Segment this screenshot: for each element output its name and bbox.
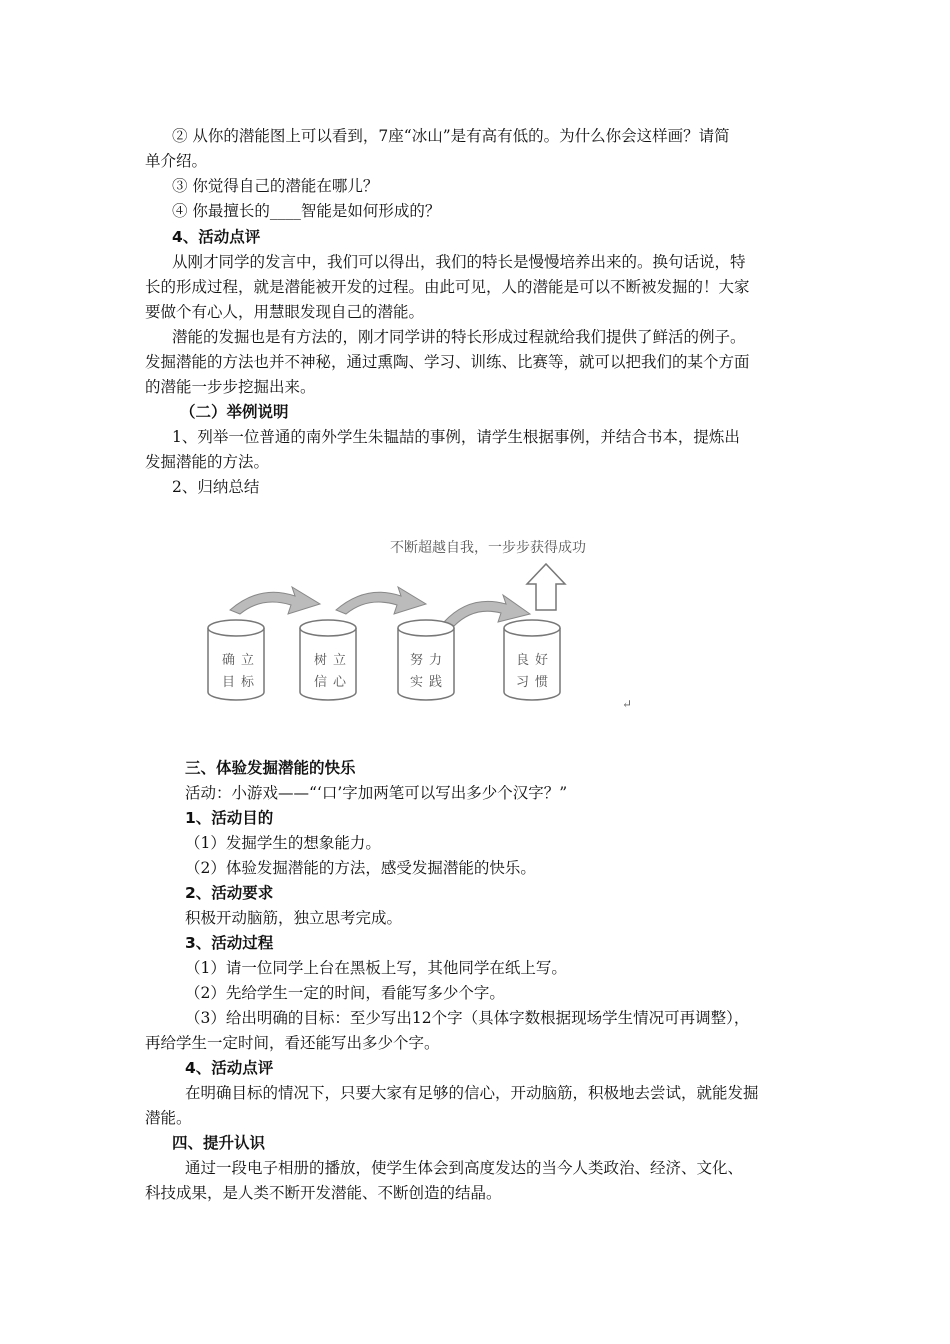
cylinder-step-3 <box>398 620 454 700</box>
goal-1: （1）发掘学生的想象能力。 <box>185 834 381 852</box>
cylinder-step-2 <box>300 620 356 700</box>
heading-section-4: 四、提升认识 <box>172 1134 266 1152</box>
step-1-top: 确立 <box>222 653 261 668</box>
goal-2: （2）体验发掘潜能的方法，感受发掘潜能的快乐。 <box>185 859 536 877</box>
process-3-line2: 再给学生一定时间，看还能写出多少个字。 <box>145 1034 440 1052</box>
cylinder-step-4 <box>504 620 560 700</box>
heading-section-3: 三、体验发掘潜能的快乐 <box>185 759 356 777</box>
heading-activity-process: 3、活动过程 <box>185 934 274 952</box>
question-3: ③ 你觉得自己的潜能在哪儿？ <box>172 177 379 195</box>
example-1-line2: 发掘潜能的方法。 <box>145 453 270 471</box>
activity-line: 活动：小游戏——“‘口’字加两笔可以写出多少个汉字？” <box>185 784 568 802</box>
requirement: 积极开动脑筋，独立思考完成。 <box>185 909 403 927</box>
up-arrow-icon <box>527 564 565 610</box>
review-paragraph-2-line2: 发掘潜能的方法也并不神秘，通过熏陶、学习、训练、比赛等，就可以把我们的某个方面 <box>145 353 750 371</box>
curved-arrow-icon-1 <box>230 587 320 614</box>
return-mark: ↵ <box>622 697 633 711</box>
process-3-line1: （3）给出明确的目标：至少写出12个字（具体字数根据现场学生情况可再调整）， <box>185 1009 750 1027</box>
process-2: （2）先给学生一定的时间，看能写多少个字。 <box>185 984 505 1002</box>
review-2-line2: 潜能。 <box>145 1109 192 1127</box>
review-paragraph-1-line3: 要做个有心人，用慧眼发现自己的潜能。 <box>145 303 425 321</box>
curved-arrow-icon-2 <box>336 587 426 614</box>
step-2-top: 树立 <box>314 653 353 668</box>
question-2-line2: 单介绍。 <box>145 152 208 170</box>
heading-activity-review-1: 4、活动点评 <box>172 228 261 246</box>
review-paragraph-1-line1: 从刚才同学的发言中，我们可以得出，我们的特长是慢慢培养出来的。换句话说，特 <box>172 253 746 271</box>
review-2-line1: 在明确目标的情况下，只要大家有足够的信心，开动脑筋，积极地去尝试，就能发掘 <box>185 1084 759 1102</box>
step-3-top: 努力 <box>410 653 449 668</box>
section-4-line1: 通过一段电子相册的播放，使学生体会到高度发达的当今人类政治、经济、文化、 <box>185 1159 744 1177</box>
process-1: （1）请一位同学上台在黑板上写，其他同学在纸上写。 <box>185 959 567 977</box>
cylinder-step-1 <box>208 620 264 700</box>
example-2: 2、归纳总结 <box>172 478 260 496</box>
question-4: ④ 你最擅长的____智能是如何形成的？ <box>172 202 441 220</box>
heading-activity-review-2: 4、活动点评 <box>185 1059 274 1077</box>
heading-activity-requirement: 2、活动要求 <box>185 884 274 902</box>
step-4-top: 良好 <box>516 653 555 668</box>
step-3-bottom: 实践 <box>410 675 449 690</box>
review-paragraph-2-line1: 潜能的发掘也是有方法的，刚才同学讲的特长形成过程就给我们提供了鲜活的例子。 <box>172 328 746 346</box>
step-2-bottom: 信心 <box>314 675 353 690</box>
diagram-caption: 不断超越自我，一步步获得成功 <box>390 540 586 556</box>
summary-flow-svg <box>200 522 640 722</box>
step-4-bottom: 习惯 <box>516 675 555 690</box>
heading-example: （二）举例说明 <box>180 403 289 421</box>
summary-diagram <box>200 522 640 722</box>
section-4-line2: 科技成果，是人类不断开发潜能、不断创造的结晶。 <box>145 1184 502 1202</box>
heading-activity-goal: 1、活动目的 <box>185 809 274 827</box>
question-2-line1: ② 从你的潜能图上可以看到，7座“冰山”是有高有低的。为什么你会这样画？请简 <box>172 127 730 145</box>
step-1-bottom: 目标 <box>222 675 261 690</box>
example-1-line1: 1、列举一位普通的南外学生朱韫喆的事例，请学生根据事例，并结合书本，提炼出 <box>172 428 740 446</box>
review-paragraph-1-line2: 长的形成过程，就是潜能被开发的过程。由此可见，人的潜能是可以不断被发掘的！大家 <box>145 278 750 296</box>
review-paragraph-2-line3: 的潜能一步步挖掘出来。 <box>145 378 316 396</box>
